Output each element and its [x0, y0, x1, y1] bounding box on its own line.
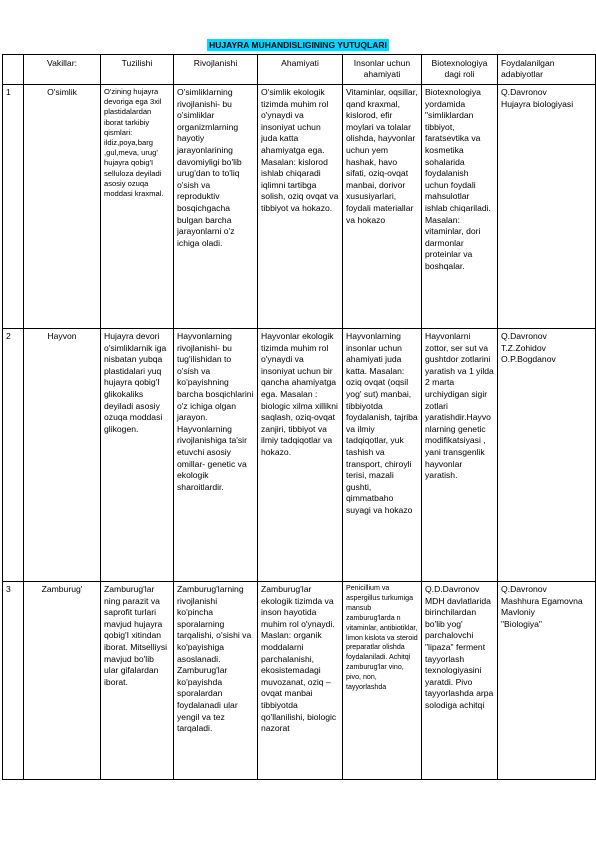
header-biotex: Biotexnologiya dagi roli: [422, 55, 498, 85]
row-name: Hayvon: [24, 329, 101, 582]
cell-foydalanilgan: Q.Davronov T.Z.Zohidov O.P.Bogdanov: [498, 329, 596, 582]
cell-biotex: Hayvonlarni zottor, ser sut va gushtdor zotlarini yaratish va 1 yilda 2 marta urchiydigan sigir zotlari yaratishdir.Hayvonlarning genetic modifikatsiyasi , yani transgenlik hayvonlar yaratish.: [422, 329, 498, 582]
header-ahamiyati: Ahamiyati: [258, 55, 343, 85]
table-row: [3, 582, 596, 780]
cell-ahamiyati: Hayvonlar ekologik tizimda muhim rol o'ynaydi va insoniyat uchun bir qancha ahamiyatga ega. Masalan : biologic xilma xillikni saqlash, oziq-ovqat zanjiri, tibbiyot va ilmiy tadqiqotlar va hokazo.: [258, 329, 343, 582]
cell-insonlar: Vitaminlar, oqsillar, qand kraxmal, kislorod, efir moylari va tolalar olishda, hayvonlar uchun yem hashak, havo sifati, oziq-ovqat manbai, dorivor xususiyarlari, foydali materiallar va hokazo: [343, 85, 422, 329]
header-foydalanilgan: Foydalanilgan adabiyotlar: [498, 55, 596, 85]
row-number: 2: [3, 329, 24, 582]
header-rivojlanishi: Rivojlanishi: [174, 55, 258, 85]
cell-biotex: Q.D.Davronov MDH davlatlarida birinchilardan bo'lib yog' parchalovchi "lipaza" ferment tayyorlash texnologiyasini yaratdi. Pivo tayyorlashda arpa solodiga achitqi: [422, 582, 498, 780]
table-header-row: [3, 55, 596, 85]
cell-tuzilishi: O'zining hujayra devoriga ega 3xil plastidalardan iborat tarkibiy qismlari: ildiz,poya,barg ,gul,meva, urug' hujayra qobig'I selluloza deyiladi asosiy ozuqa moddasi kraxmal.: [101, 85, 174, 329]
document-title-wrap: [0, 35, 596, 53]
cell-biotex: Biotexnologiya yordamida "simliklardan tibbiyot, faratsevtika va kosmetika sohalarida foydalanish uchun foydali mahsulotlar ishlab chiqariladi. Masalan: vitaminlar, dori darmonlar proteinlar va boshqalar.: [422, 85, 498, 329]
cell-foydalanilgan: Q.Davronov Hujayra biologiyasi: [498, 85, 596, 329]
header-tuzilishi: Tuzilishi: [101, 55, 174, 85]
cell-rivojlanishi: Zamburug'larning rivojlanishi ko'pincha sporalarning tarqalishi, o'sishi va ko'payishiga asoslanadi. Zamburug'lar ko'payishda sporalardan foydalanadi ular yengil va tez tarqaladi.: [174, 582, 258, 780]
achievements-table: [2, 54, 596, 780]
header-num: [3, 55, 24, 85]
table-row: [3, 85, 596, 329]
cell-foydalanilgan: Q.Davronov Mashhura Egamovna Mavloniy "Biologiya": [498, 582, 596, 780]
document-title: HUJAYRA MUHANDISLIGINING YUTUQLARI: [209, 40, 387, 50]
cell-ahamiyati: O'simlik ekologik tizimda muhim rol o'ynaydi va insoniyat uchun juda katta ahamiyatga ega. Masalan: kislorod ishlab chiqaradi iqlimni tartibga solish, oziq ovqat va tibbiyot va hokazo.: [258, 85, 343, 329]
header-vakillar: Vakillar:: [24, 55, 101, 85]
cell-tuzilishi: Zamburug'lar ning parazit va saprofit turlari mavjud hujayra qobig'I xitindan iborat. Mitselliysi mavjud bo'lib ular gifalardan iborat.: [101, 582, 174, 780]
row-name: Zamburug': [24, 582, 101, 780]
cell-tuzilishi: Hujayra devori o'simliklarnik iga nisbatan yubqa plastidalari yuq hujayra qobig'I glikokaliks deyiladi asosiy ozuqa moddasi glikogen.: [101, 329, 174, 582]
header-insonlar: Insonlar uchun ahamiyati: [343, 55, 422, 85]
row-number: 1: [3, 85, 24, 329]
cell-insonlar: Penicillium va aspergillus turkumiga mansub zamburug'larda n vitaminlar, antibiotiklar, limon kislota va steroid preparatlar olishda foydalaniladi. Achitqi zamburug'lar vino, pivo, non, tayyorlashda: [343, 582, 422, 780]
row-name: O'simlik: [24, 85, 101, 329]
table-row: [3, 329, 596, 582]
row-number: 3: [3, 582, 24, 780]
cell-rivojlanishi: O'simliklarning rivojlanishi- bu o'simliklar organizmlarning hayotiy jarayonlarining davomiyligi bo'lib urug'dan to to'liq o'sish va reproduktiv bosqichgacha bulgan barcha jarayonlarni o'z ichiga oladi.: [174, 85, 258, 329]
cell-rivojlanishi: Hayvonlarning rivojlanishi- bu tug'ilishidan to o'sish va ko'payishning barcha bosqichlarini o'z ichiga olgan jarayon. Hayvonlarning rivojlanishiga ta'sir etuvchi asosiy omillar- genetic va ekologik sharoitlardir.: [174, 329, 258, 582]
cell-ahamiyati: Zamburug'lar ekologik tizimda va inson hayotida muhim rol o'ynaydi. Maslan: organik moddalarni parchalanishi, ekosistemadagi muvozanat, oziq – ovqat manbai tibbiyotda qo'llanilishi, biologic nazorat: [258, 582, 343, 780]
cell-insonlar: Hayvonlarning insonlar uchun ahamiyati juda katta. Masalan: oziq ovqat (oqsil yog' sut) manbai, tibbiyotda foydalanish, tajriba va ilmiy tadqiqotlar, yuk tashish va transport, chiroyli terisi, mazali gushti, qimmatbaho suyagi va hokazo: [343, 329, 422, 582]
